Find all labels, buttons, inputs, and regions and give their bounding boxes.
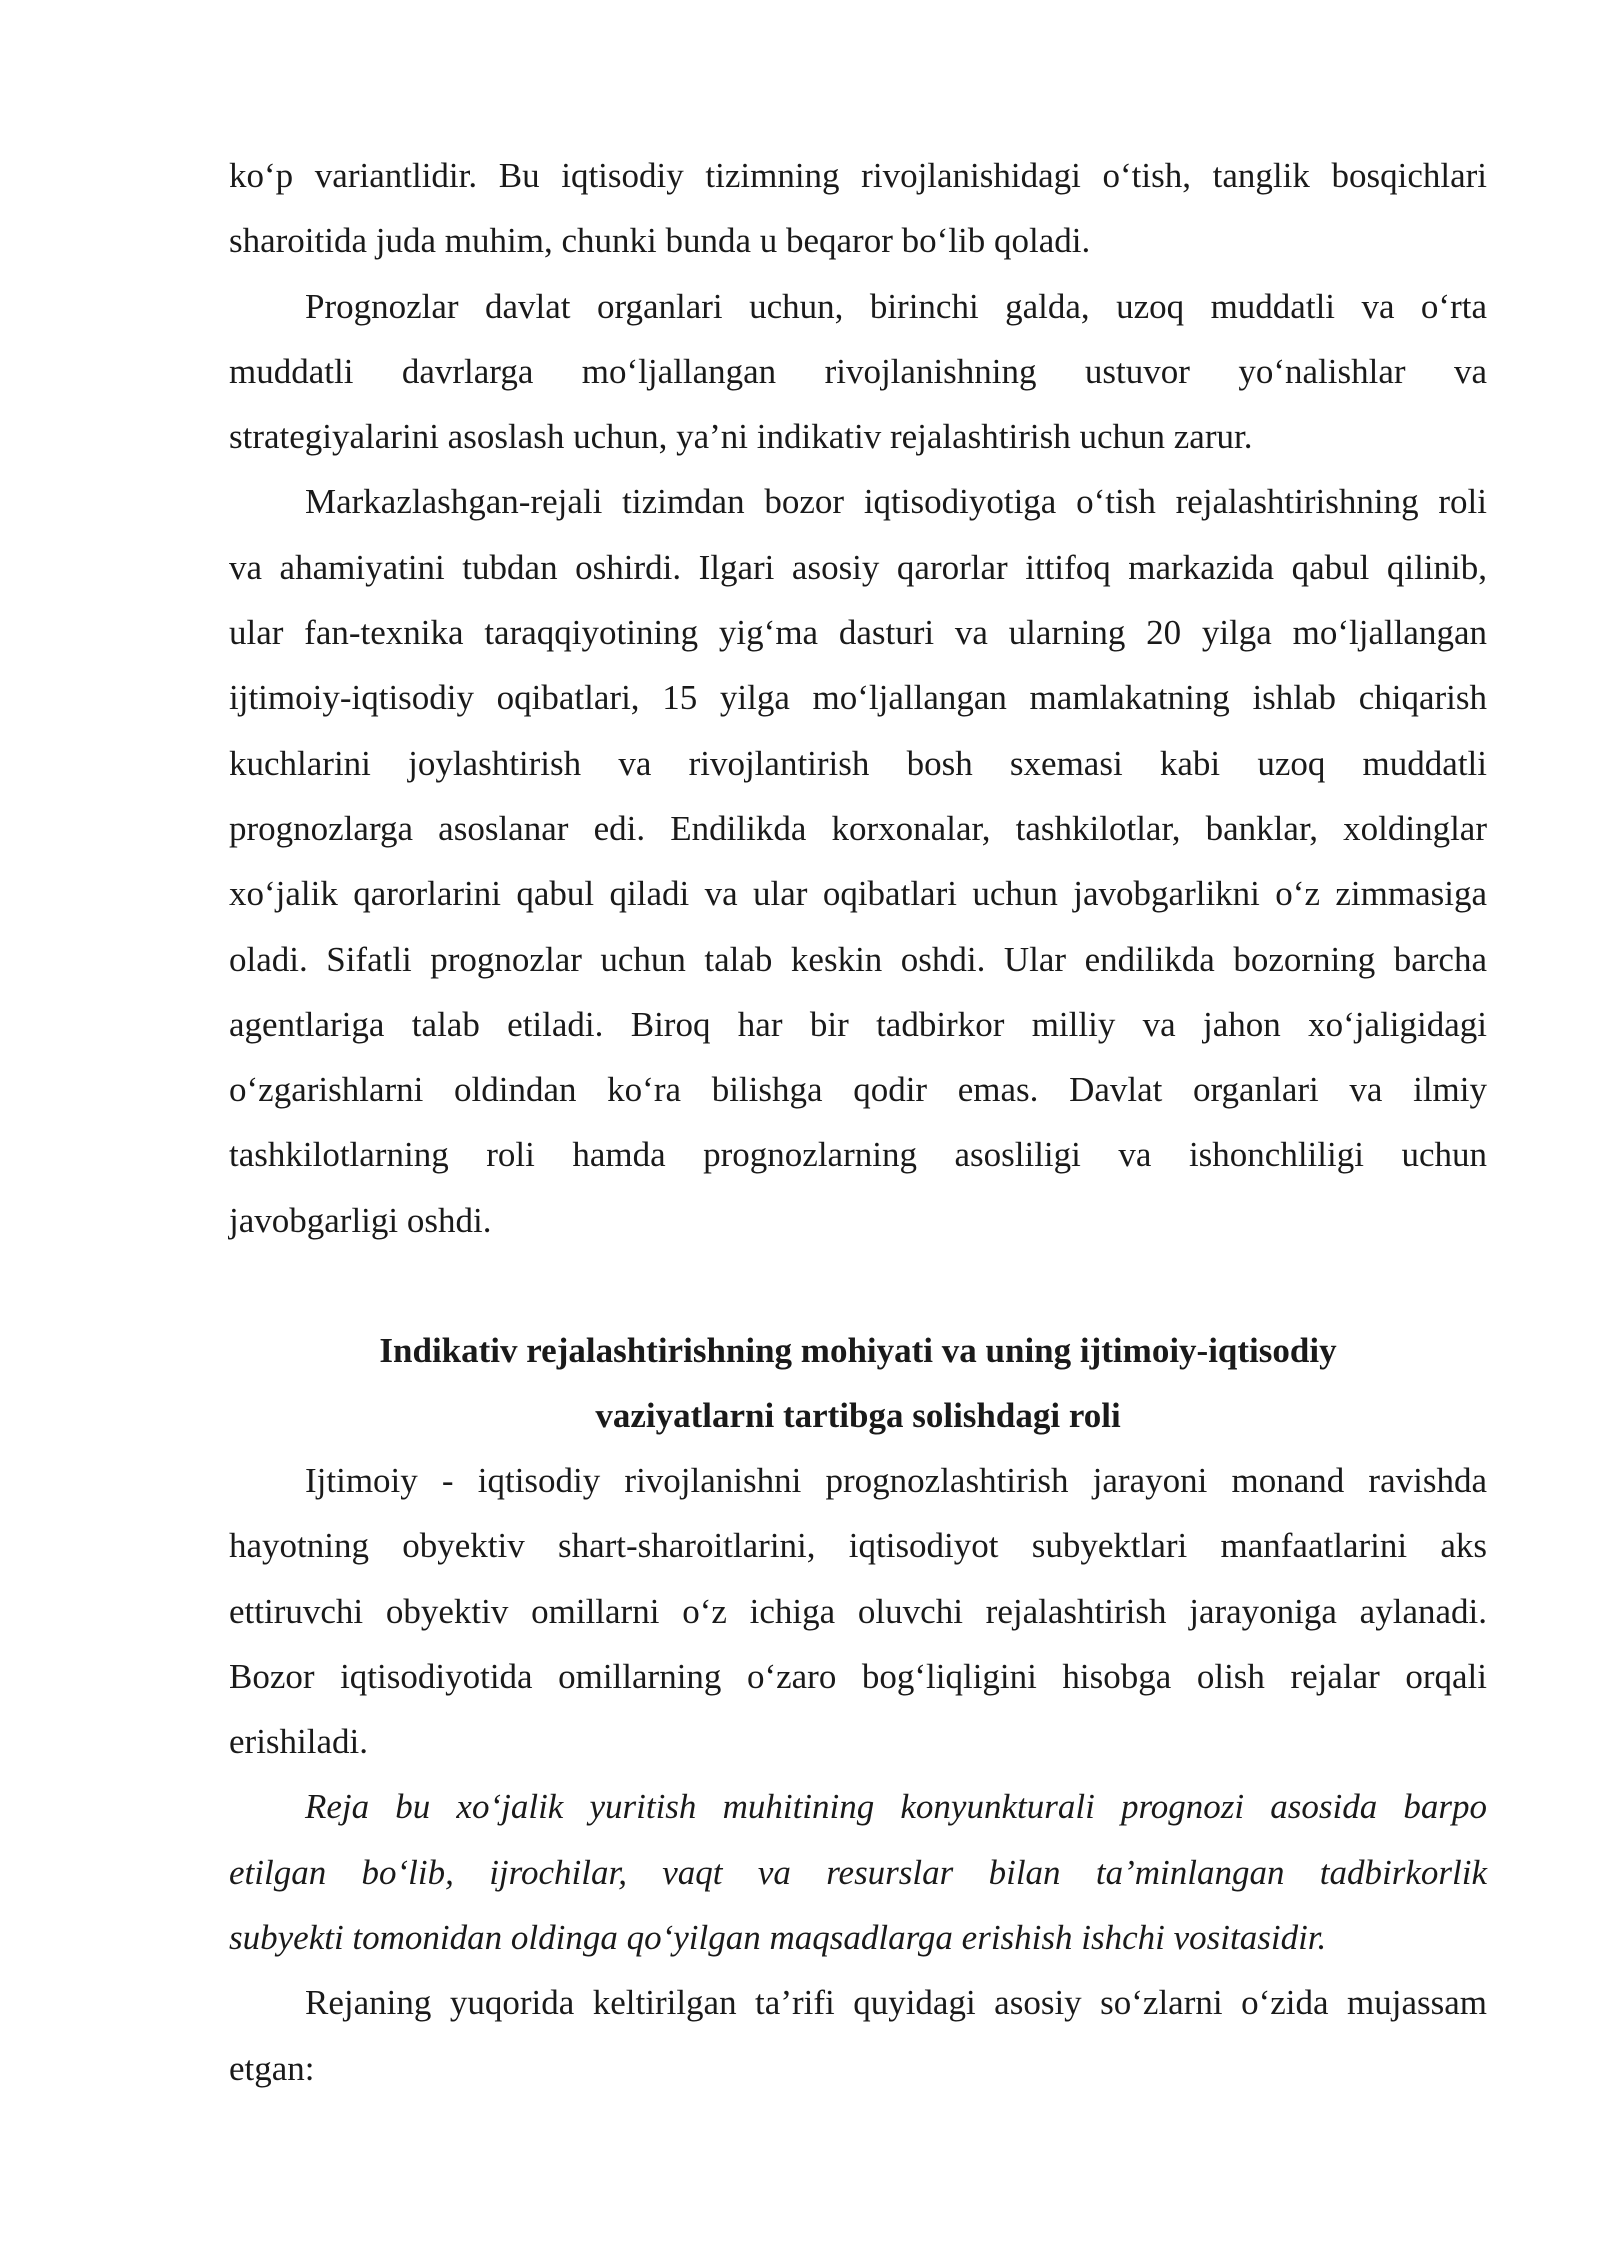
body-text-bottom [229,1448,1487,2101]
paragraph [229,143,1487,274]
paragraph-definition [229,1774,1487,1970]
text-line: erishiladi. [229,1722,368,1762]
text-line: Prognozlar davlat organlari uchun, birinchi galda, uzoq muddatli va o‘rta [305,286,1487,326]
text-line: va ahamiyatini tubdan oshirdi. Ilgari asosiy qarorlar ittifoq markazida qabul qilinib, [229,547,1487,587]
text-line: Markazlashgan-rejali tizimdan bozor iqtisodiyotiga o‘tish rejalashtirishning roli [305,482,1487,522]
text-line: etilgan bo‘lib, ijrochilar, vaqt va resurslar bilan ta’minlangan tadbirkorlik [229,1852,1487,1892]
paragraph [229,274,1487,470]
text-line: etgan: [229,2048,315,2088]
text-line: Bozor iqtisodiyotida omillarning o‘zaro bog‘liqligini hisobga olish rejalar orqali [229,1656,1487,1696]
text-line: ko‘p variantlidir. Bu iqtisodiy tizimning rivojlanishidagi o‘tish, tanglik bosqichlari [229,156,1487,195]
section-heading [229,1318,1487,1449]
text-line: muddatli davrlarga mo‘ljallangan rivojlanishning ustuvor yo‘nalishlar va [229,351,1487,391]
text-line: oladi. Sifatli prognozlar uchun talab keskin oshdi. Ular endilikda bozorning barcha [229,939,1487,979]
paragraph [229,1970,1487,2101]
text-line: ular fan-texnika taraqqiyotining yig‘ma dasturi va ularning 20 yilga mo‘ljallangan [229,613,1487,653]
text-line: hayotning obyektiv shart-sharoitlarini, iqtisodiyot subyektlari manfaatlarini aks [229,1526,1487,1566]
text-line: strategiyalarini asoslash uchun, ya’ni indikativ rejalashtirish uchun zarur. [229,417,1253,457]
text-line: Reja bu xo‘jalik yuritish muhitining konyunkturali prognozi asosida barpo [305,1787,1487,1827]
paragraph [229,1448,1487,1774]
text-line: ettiruvchi obyektiv omillarni o‘z ichiga oluvchi rejalashtirish jarayoniga aylanadi. [229,1591,1487,1631]
text-line: kuchlarini joylashtirish va rivojlantirish bosh sxemasi kabi uzoq muddatli [229,743,1487,783]
text-line: sharoitida juda muhim, chunki bunda u beqaror bo‘lib qoladi. [229,221,1091,261]
text-line: Ijtimoiy - iqtisodiy rivojlanishni prognozlashtirish jarayoni monand ravishda [305,1461,1487,1500]
heading-line: vaziyatlarni tartibga solishdagi roli [595,1396,1121,1436]
text-line: ijtimoiy-iqtisodiy oqibatlari, 15 yilga mo‘ljallangan mamlakatning ishlab chiqarish [229,678,1487,718]
text-line: subyekti tomonidan oldinga qo‘yilgan maqsadlarga erishish ishchi vositasidir. [229,1918,1327,1958]
paragraph [229,469,1487,1253]
text-line: agentlariga talab etiladi. Biroq har bir tadbirkor milliy va jahon xo‘jaligidagi [229,1004,1487,1044]
heading-line: Indikativ rejalashtirishning mohiyati va uning ijtimoiy-iqtisodiy [379,1331,1337,1370]
body-text-top [229,143,1487,1253]
text-line: xo‘jalik qarorlarini qabul qiladi va ular oqibatlari uchun javobgarlikni o‘z zimmasiga [229,874,1487,914]
text-line: prognozlarga asoslanar edi. Endilikda korxonalar, tashkilotlar, banklar, xoldinglar [229,808,1487,848]
text-line: tashkilotlarning roli hamda prognozlarning asosliligi va ishonchliligi uchun [229,1135,1487,1175]
text-line: javobgarligi oshdi. [229,1200,492,1240]
text-line: Rejaning yuqorida keltirilgan ta’rifi quyidagi asosiy so‘zlarni o‘zida mujassam [305,1983,1487,2023]
text-line: o‘zgarishlarni oldindan ko‘ra bilishga qodir emas. Davlat organlari va ilmiy [229,1070,1487,1110]
